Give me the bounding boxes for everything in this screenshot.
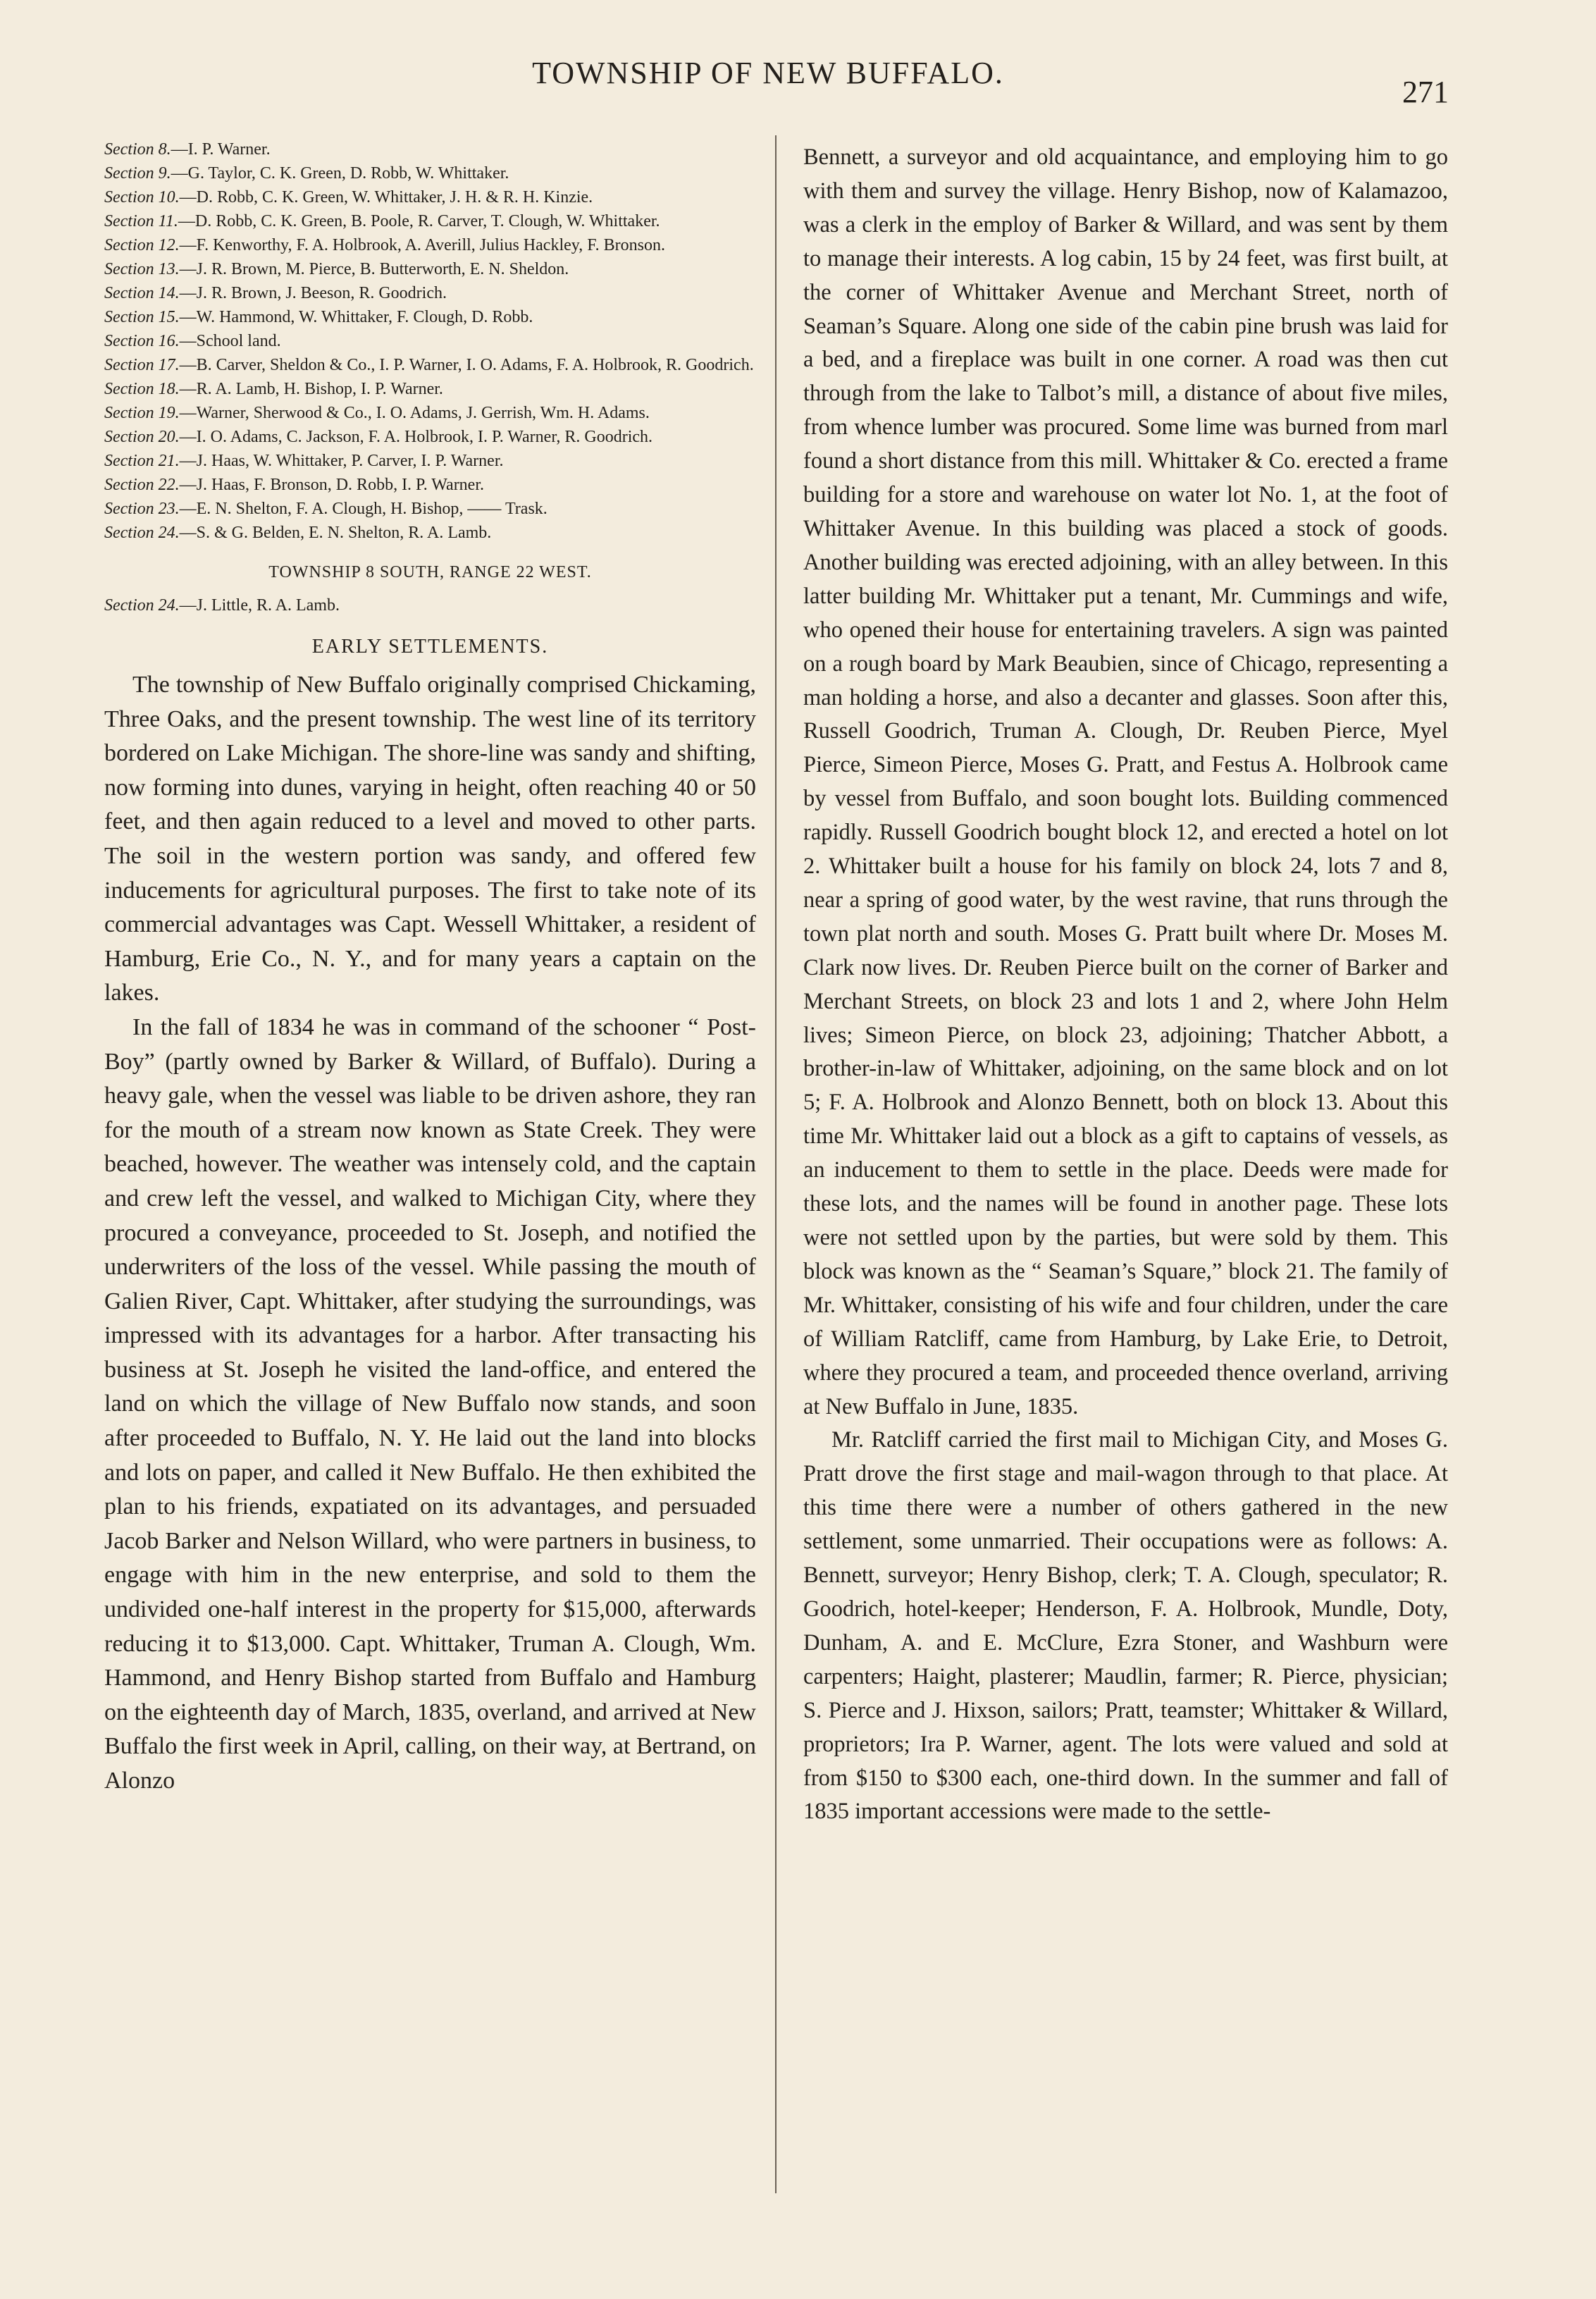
section-entry [104,281,756,305]
section-label: Section 13. [104,260,180,278]
section-label: Section 19. [104,404,180,422]
section-owners: —I. O. Adams, C. Jackson, F. A. Holbrook, I. P. Warner, R. Goodrich. [179,428,653,446]
section-owners: —I. P. Warner. [171,140,271,159]
section-owners: —D. Robb, C. K. Green, W. Whittaker, J. H. & R. H. Kinzie. [179,188,593,207]
section-entry [104,305,756,329]
left-column [104,137,756,1799]
section-label: Section 14. [104,284,180,302]
section-owners: —B. Carver, Sheldon & Co., I. P. Warner, I. O. Adams, F. A. Holbrook, R. Goodrich. [179,356,754,374]
body-paragraph: The township of New Buffalo originally comprised Chickaming, Three Oaks, and the present township. The west line of its territory bordered on Lake Michigan. The shore-line was sandy and shifting, now forming into dunes, varying in height, often reaching 40 or 50 feet, and then again reduced to a level and moved to other parts. The soil in the western portion was sandy, and offered few inducements for agricultural purposes. The first to take note of its commercial advantages was Capt. Wessell Whittaker, a resident of Hamburg, Erie Co., N. Y., and for many years a captain on the lakes. [104,672,756,1006]
section-entry [104,185,756,209]
section-label: Section 8. [104,140,171,159]
section-owners: —J. R. Brown, M. Pierce, B. Butterworth, E. N. Sheldon. [179,260,569,278]
body-paragraph: Mr. Ratcliff carried the first mail to Michigan City, and Moses G. Pratt drove the first stage and mail-wagon through to that place. At this time there were a number of others gathered in the new settlement, some unmarried. Their occupations were as follows: A. Bennett, surveyor; Henry Bishop, clerk; T. A. Clough, speculator; R. Goodrich, hotel-keeper; Henderson, F. A. Holbrook, Mundle, Doty, Dunham, A. and E. McClure, Ezra Stoner, and Washburn were carpenters; Haight, plasterer; Maudlin, farmer; R. Pierce, physician; S. Pierce and J. Hixson, sailors; Pratt, teamster; Whittaker & Willard, proprietors; Ira P. Warner, agent. The lots were valued and sold at from $150 to $300 each, one-third down. In the summer and fall of 1835 important accessions were made to the settle- [803,1427,1448,1825]
running-title: TOWNSHIP OF NEW BUFFALO. [532,56,1004,90]
section-label: Section 22. [104,476,180,494]
section-owners: —R. A. Lamb, H. Bishop, I. P. Warner. [179,380,443,398]
township-subheading: TOWNSHIP 8 SOUTH, RANGE 22 WEST. [268,563,592,581]
section-owners: —F. Kenworthy, F. A. Holbrook, A. Averill, Julius Hackley, F. Bronson. [179,236,665,254]
section-entry [104,425,756,449]
page-number: 271 [1402,75,1449,109]
section-label: Section 23. [104,500,180,518]
section-entry [104,401,756,425]
section-entry [104,161,756,185]
section-label: Section 24. [104,596,180,615]
section-label: Section 21. [104,452,180,470]
section-label: Section 11. [104,212,178,230]
section-owners: —School land. [179,332,281,350]
section-entry [104,209,756,233]
section-entry [104,449,756,473]
section-owners: —W. Hammond, W. Whittaker, F. Clough, D. Robb. [179,308,533,326]
section-owners: —Warner, Sherwood & Co., I. O. Adams, J. Gerrish, Wm. H. Adams. [179,404,650,422]
section-entry [104,137,756,161]
township-entry [104,593,756,617]
section-owners: —J. Haas, F. Bronson, D. Robb, I. P. Warner. [179,476,485,494]
section-entry [104,521,756,545]
section-owners: —E. N. Shelton, F. A. Clough, H. Bishop, —— Trask. [179,500,548,518]
section-label: Section 18. [104,380,180,398]
section-owners: —D. Robb, C. K. Green, B. Poole, R. Carver, T. Clough, W. Whittaker. [178,212,660,230]
section-owners: —J. Little, R. A. Lamb. [179,596,340,615]
section-label: Section 24. [104,524,180,542]
section-entry [104,257,756,281]
section-label: Section 10. [104,188,180,207]
section-entry [104,473,756,497]
section-label: Section 17. [104,356,180,374]
section-entry [104,329,756,353]
section-owners: —S. & G. Belden, E. N. Shelton, R. A. Lamb. [179,524,492,542]
section-owners: —J. R. Brown, J. Beeson, R. Goodrich. [179,284,447,302]
section-label: Section 9. [104,164,171,183]
section-entry [104,497,756,521]
section-label: Section 20. [104,428,180,446]
body-paragraph: In the fall of 1834 he was in command of the schooner “ Post-Boy” (partly owned by Barker & Willard, of Buffalo). During a heavy gale, when the vessel was liable to be driven ashore, they ran for the mouth of a stream now known as State Creek. They were beached, however. The weather was intensely cold, and the captain and crew left the vessel, and walked to Michigan City, where they procured a conveyance, proceeded to St. Joseph, and notified the underwriters of the loss of the vessel. While passing the mouth of Galien River, Capt. Whittaker, after studying the surroundings, was impressed with its advantages for a harbor. After transacting his business at St. Joseph he visited the land-office, and entered the land on which the village of New Buffalo now stands, and soon after proceeded to Buffalo, N. Y. He laid out the land into blocks and lots on paper, and called it New Buffalo. He then exhibited the plan to his friends, expatiated on its advantages, and persuaded Jacob Barker and Nelson Willard, who were partners in business, to engage with him in the new enterprise, and sold to them the undivided one-half interest in the property for $15,000, afterwards reducing it to $13,000. Capt. Whittaker, Truman A. Clough, Wm. Hammond, and Henry Bishop started from Buffalo and Hamburg on the eighteenth day of March, 1835, overland, and arrived at New Buffalo the first week in April, calling, on their way, at Bertrand, on Alonzo [104,1013,756,1794]
section-label: Section 12. [104,236,180,254]
right-column [803,141,1448,1829]
section-entry [104,353,756,377]
section-owners: —J. Haas, W. Whittaker, P. Carver, I. P. Warner. [179,452,504,470]
section-owners: —G. Taylor, C. K. Green, D. Robb, W. Whittaker. [171,164,509,183]
early-settlements-heading: EARLY SETTLEMENTS. [311,636,549,658]
section-label: Section 16. [104,332,180,350]
section-list [104,137,756,545]
body-paragraph: Bennett, a surveyor and old acquaintance, and employing him to go with them and survey the village. Henry Bishop, now of Kalamazoo, was a clerk in the employ of Barker & Willard, and was sent by them to manage their interests. A log cabin, 15 by 24 feet, was first built, at the corner of Whittaker Avenue and Merchant Street, north of Seaman’s Square. Along one side of the cabin pine brush was laid for a bed, and a fireplace was built in one corner. A road was then cut through from the lake to Talbot’s mill, a distance of about five miles, from whence lumber was procured. Some lime was burned from marl found a short distance from this mill. Whittaker & Co. erected a frame building for a store and warehouse on water lot No. 1, at the foot of Whittaker Avenue. In this building was placed a stock of goods. Another building was erected adjoining, with an alley between. In this latter building Mr. Whittaker put a tenant, Mr. Cummings and wife, who opened their house for entertaining travelers. A sign was painted on a rough board by Mark Beaubien, since of Chicago, representing a man holding a horse, and also a decanter and glasses. Soon after this, Russell Goodrich, Truman A. Clough, Dr. Reuben Pierce, Myel Pierce, Simeon Pierce, Moses G. Pratt, and Festus A. Holbrook came by vessel from Buffalo, and soon bought lots. Building commenced rapidly. Russell Goodrich bought block 12, and erected a hotel on lot 2. Whittaker built a house for his family on block 24, lots 7 and 8, near a spring of good water, by the west ravine, that runs through the town plat north and south. Moses G. Pratt built where Dr. Moses M. Clark now lives. Dr. Reuben Pierce built on the corner of Barker and Merchant Streets, on block 23 and lots 1 and 2, where John Helm lives; Simeon Pierce, on block 23, adjoining; Thatcher Abbott, a brother-in-law of Whittaker, adjoining, on the same block and on lot 5; F. A. Holbrook and Alonzo Bennett, both on block 13. About this time Mr. Whittaker laid out a block as a gift to captains of vessels, as an inducement to them to settle in the place. Deeds were made for these lots, and the names will be found in another page. These lots were not settled upon by the parties, but were sold by them. This block was known as the “ Seaman’s Square,” block 21. The family of Mr. Whittaker, consisting of his wife and four children, under the care of William Ratcliff, came from Hamburg, by Lake Erie, to Detroit, where they procured a team, and proceeded thence overland, arriving at New Buffalo in June, 1835. [803,144,1448,1419]
section-entry [104,377,756,401]
column-divider [775,135,777,2193]
section-label: Section 15. [104,308,180,326]
section-entry [104,233,756,257]
